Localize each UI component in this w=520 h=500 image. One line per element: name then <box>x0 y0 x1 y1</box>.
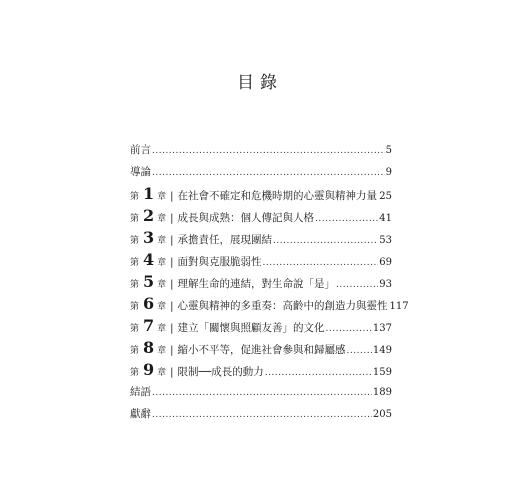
toc-entry-label: 承擔責任，展現團結 <box>177 234 273 246</box>
chapter-number: 2 <box>143 206 155 225</box>
toc-page-number: 5 <box>385 145 392 156</box>
toc-page-number: 159 <box>372 367 392 378</box>
leader-dots <box>315 214 378 224</box>
toc-page-number: 25 <box>379 191 392 202</box>
chapter-suffix: 章 <box>157 302 167 312</box>
toc-list <box>130 142 409 428</box>
chapter-prefix: 第 <box>130 346 140 356</box>
toc-entry-chapter-9[interactable] <box>130 362 392 384</box>
leader-dots <box>152 168 385 178</box>
chapter-number: 3 <box>143 228 155 247</box>
toc-page-number: 189 <box>372 387 392 398</box>
separator-bar: | <box>170 235 174 246</box>
chapter-prefix: 第 <box>130 302 140 312</box>
leader-dots <box>326 324 372 334</box>
chapter-suffix: 章 <box>157 346 167 356</box>
toc-entry-label: 建立「關懷與照顧友善」的文化 <box>177 322 325 334</box>
toc-entry-label: 在社會不確定和危機時期的心靈與精神力量 <box>177 190 378 202</box>
chapter-prefix: 第 <box>130 258 140 268</box>
chapter-suffix: 章 <box>157 214 167 224</box>
leader-dots <box>152 146 385 156</box>
toc-entry-chapter-2[interactable] <box>130 208 392 230</box>
leader-dots <box>263 258 379 268</box>
page-title: 目錄 <box>237 73 283 93</box>
toc-entry-label: 獻辭 <box>130 408 151 420</box>
leader-dots <box>152 388 372 398</box>
toc-page-number: 69 <box>379 257 392 268</box>
toc-entry-label: 導論 <box>130 166 151 178</box>
chapter-number: 7 <box>143 316 155 335</box>
separator-bar: | <box>170 301 174 312</box>
toc-entry-introduction[interactable] <box>130 164 392 186</box>
separator-bar: | <box>170 279 174 290</box>
toc-page-number: 53 <box>379 235 392 246</box>
toc-page-number: 149 <box>372 345 392 356</box>
chapter-number: 5 <box>143 272 155 291</box>
toc-entry-chapter-1[interactable] <box>130 186 392 208</box>
separator-bar: | <box>170 367 174 378</box>
toc-entry-chapter-4[interactable] <box>130 252 392 274</box>
chapter-number: 6 <box>143 294 155 313</box>
leader-dots <box>265 368 372 378</box>
toc-entry-chapter-5[interactable] <box>130 274 392 296</box>
chapter-prefix: 第 <box>130 368 140 378</box>
chapter-suffix: 章 <box>157 280 167 290</box>
toc-entry-chapter-7[interactable] <box>130 318 392 340</box>
toc-entry-label: 限制──成長的動力 <box>177 366 264 378</box>
chapter-number: 1 <box>143 184 155 203</box>
toc-entry-chapter-6[interactable] <box>130 294 409 318</box>
leader-dots <box>152 410 372 420</box>
toc-entry-label: 心靈與精神的多重奏：高齡中的創造力與靈性 <box>177 300 388 312</box>
separator-bar: | <box>170 345 174 356</box>
toc-page-number: 9 <box>385 167 392 178</box>
leader-dots <box>336 280 378 290</box>
toc-entry-label: 理解生命的連結，對生命說「是」 <box>177 278 336 290</box>
separator-bar: | <box>170 257 174 268</box>
toc-entry-label: 面對與克服脆弱性 <box>177 256 262 268</box>
chapter-number: 4 <box>143 250 155 269</box>
chapter-suffix: 章 <box>157 324 167 334</box>
chapter-suffix: 章 <box>157 258 167 268</box>
chapter-suffix: 章 <box>157 192 167 202</box>
toc-entry-conclusion[interactable] <box>130 384 392 406</box>
toc-entry-chapter-3[interactable] <box>130 230 392 252</box>
toc-entry-preface[interactable] <box>130 142 392 164</box>
chapter-prefix: 第 <box>130 214 140 224</box>
toc-entry-chapter-8[interactable] <box>130 340 392 362</box>
chapter-prefix: 第 <box>130 192 140 202</box>
toc-page-number: 93 <box>379 279 392 290</box>
toc-page-number: 137 <box>372 323 392 334</box>
separator-bar: | <box>170 213 174 224</box>
toc-entry-label: 結語 <box>130 386 151 398</box>
toc-entry-label: 前言 <box>130 144 151 156</box>
chapter-number: 9 <box>143 360 155 379</box>
chapter-prefix: 第 <box>130 324 140 334</box>
toc-entry-label: 成長與成熟：個人傳記與人格 <box>177 212 315 224</box>
toc-entry-dedication[interactable] <box>130 406 392 428</box>
chapter-suffix: 章 <box>157 368 167 378</box>
chapter-number: 8 <box>143 338 155 357</box>
chapter-prefix: 第 <box>130 280 140 290</box>
leader-dots <box>273 236 378 246</box>
leader-dots <box>347 346 372 356</box>
toc-entry-label: 縮小不平等，促進社會參與和歸屬感 <box>177 344 346 356</box>
toc-page-number: 205 <box>372 409 392 420</box>
chapter-suffix: 章 <box>157 236 167 246</box>
chapter-prefix: 第 <box>130 236 140 246</box>
toc-page-number: 41 <box>379 213 392 224</box>
separator-bar: | <box>170 191 174 202</box>
separator-bar: | <box>170 323 174 334</box>
toc-page-number: 117 <box>389 301 409 312</box>
